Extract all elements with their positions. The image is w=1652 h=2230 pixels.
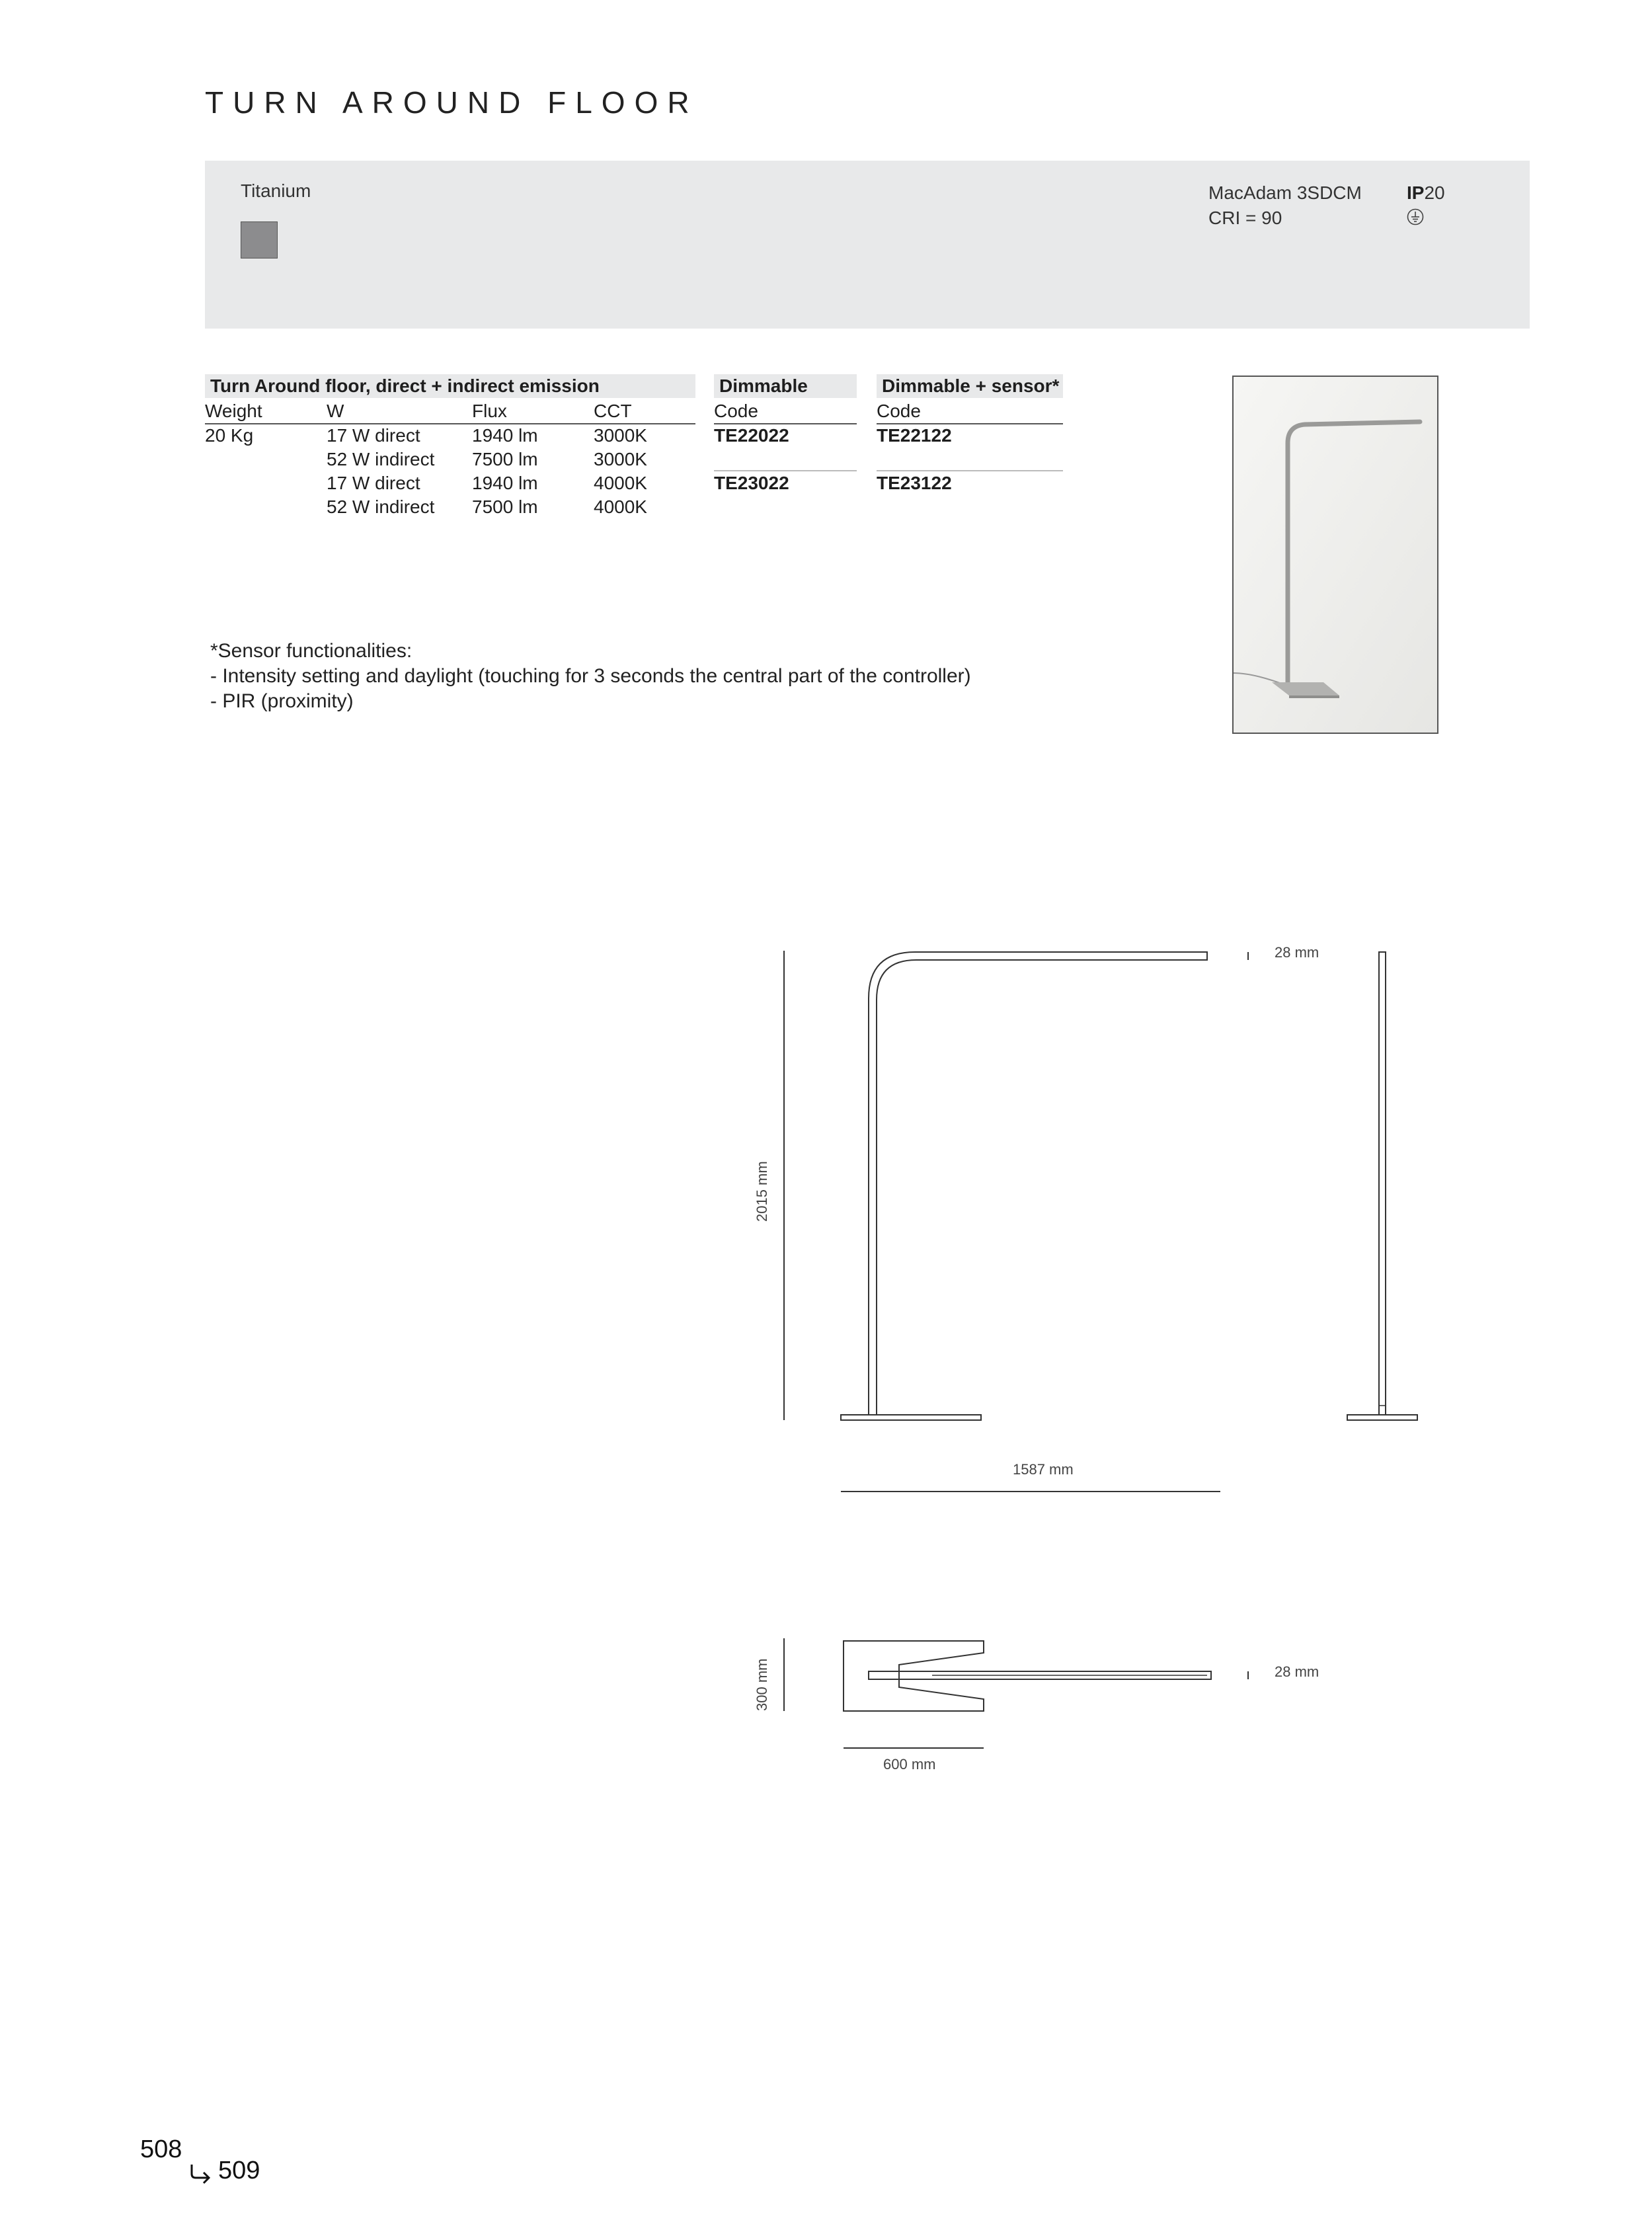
sensor-header: Dimmable + sensor* — [877, 374, 1063, 398]
width-dimension-label: 1587 mm — [1013, 1461, 1074, 1478]
note-item: - PIR (proximity) — [210, 690, 354, 712]
table-cell: 17 W direct — [327, 425, 420, 446]
product-code: TE22022 — [714, 425, 789, 446]
table-cell: 17 W direct — [327, 473, 420, 493]
table-cell: 7500 lm — [472, 497, 538, 517]
page-number: 508 — [140, 2135, 182, 2163]
table-cell: 1940 lm — [472, 473, 538, 493]
table-cell: 7500 lm — [472, 449, 538, 469]
col-cct: CCT — [594, 401, 632, 421]
hook-arrow-icon — [188, 2162, 214, 2186]
depth-dimension-label: 300 mm — [754, 1658, 770, 1711]
table-cell: 1940 lm — [472, 425, 538, 446]
height-dimension-label: 2015 mm — [754, 1161, 770, 1222]
product-code: TE22122 — [877, 425, 952, 446]
col-w: W — [327, 401, 344, 421]
table-cell: 4000K — [594, 497, 647, 517]
finish-label: Titanium — [241, 180, 311, 201]
base-width-dimension-label: 600 mm — [883, 1756, 936, 1772]
lamp-side-base — [1347, 1415, 1417, 1420]
plan-profile-dimension-label: 28 mm — [1275, 1663, 1319, 1680]
ip-prefix: IP — [1407, 182, 1425, 203]
col-weight: Weight — [205, 401, 262, 421]
lamp-front-outline — [869, 952, 1207, 1415]
page-title: TURN AROUND FLOOR — [205, 85, 699, 120]
col-code-dimmable: Code — [714, 401, 758, 421]
base-plan-outline — [844, 1641, 984, 1711]
weight-value: 20 Kg — [205, 425, 254, 446]
lamp-front-base — [841, 1415, 981, 1420]
lamp-side-outline — [1379, 952, 1386, 1415]
note-title: *Sensor functionalities: — [210, 640, 413, 662]
profile-dimension-label: 28 mm — [1275, 944, 1319, 961]
table-cell: 3000K — [594, 425, 647, 446]
dimmable-header: Dimmable — [714, 374, 857, 398]
macadam-value: MacAdam 3SDCM — [1208, 182, 1362, 203]
ip-value: 20 — [1424, 182, 1445, 203]
col-flux: Flux — [472, 401, 507, 421]
table-group-header: Turn Around floor, direct + indirect emission — [205, 374, 695, 398]
cri-value: CRI = 90 — [1208, 208, 1282, 228]
lamp-side-connector — [1379, 1406, 1386, 1415]
product-code: TE23122 — [877, 473, 952, 493]
table-cell: 52 W indirect — [327, 449, 435, 469]
col-code-sensor: Code — [877, 401, 921, 421]
note-item: - Intensity setting and daylight (touching for 3 seconds the central part of the controller) — [210, 665, 971, 687]
table-cell: 4000K — [594, 473, 647, 493]
table-cell: 3000K — [594, 449, 647, 469]
table-cell: 52 W indirect — [327, 497, 435, 517]
next-page-link[interactable]: 509 — [218, 2157, 260, 2184]
product-code: TE23022 — [714, 473, 789, 493]
